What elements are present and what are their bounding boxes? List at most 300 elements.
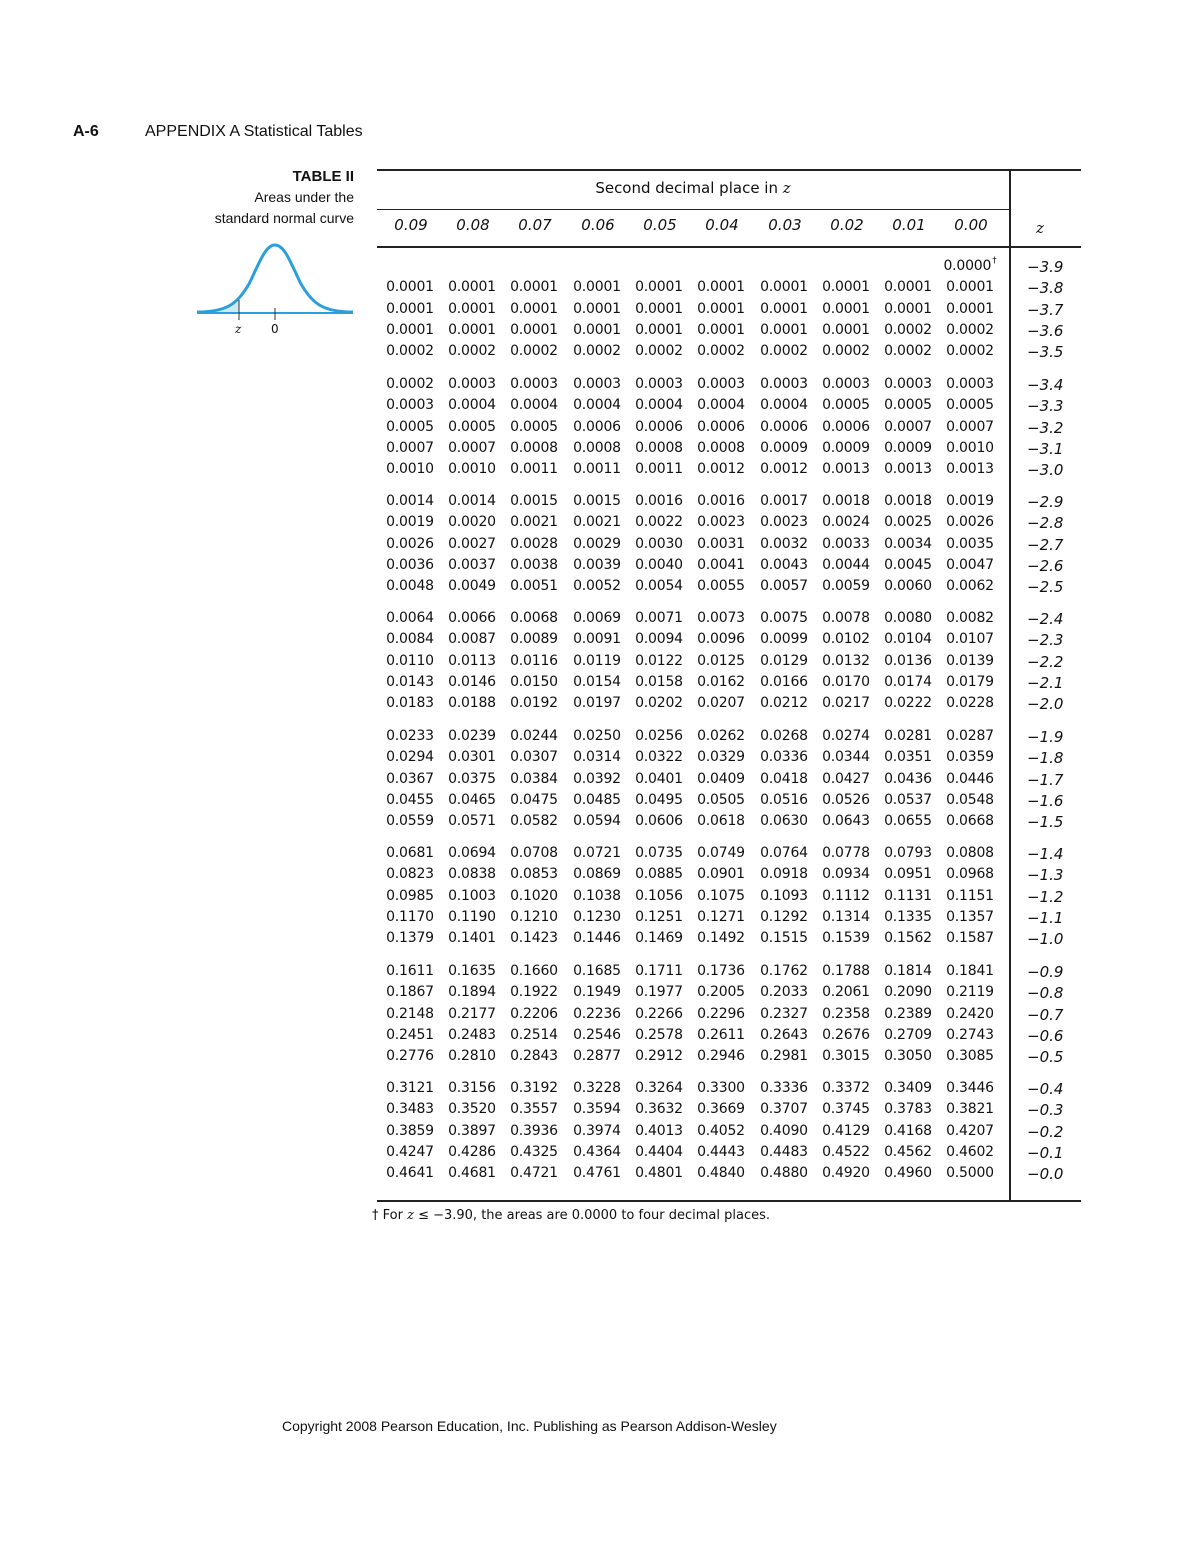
table-row [0,1123,1200,1144]
cell-value: 0.0158 [635,674,683,690]
cell-value: 0.1271 [697,909,745,925]
table-cell [939,461,1001,477]
cell-value: 0.0034 [884,536,932,552]
table-cell [753,578,815,594]
cell-value: 0.0721 [573,845,621,861]
cell-value: 0.1977 [635,984,683,1000]
table-row [0,728,1200,749]
table-cell [503,536,565,552]
cell-value: 0.0045 [884,557,932,573]
table-cell [628,397,690,413]
table-cell [441,866,503,882]
table-cell [503,279,565,295]
cell-value: 0.3483 [386,1101,434,1117]
table-cell [877,1048,939,1064]
cell-value: 0.1151 [946,888,994,904]
cell-value: 0.1170 [386,909,434,925]
table-cell [379,1144,441,1160]
cell-value: 0.0985 [386,888,434,904]
table-cell [503,1101,565,1117]
cell-value: 0.0009 [760,440,808,456]
table-cell [566,984,628,1000]
table-row [0,610,1200,631]
table-cell [939,984,1001,1000]
cell-value: 0.0436 [884,771,932,787]
cell-value: 0.0019 [386,514,434,530]
table-cell [877,813,939,829]
cell-value: 0.0217 [822,695,870,711]
cell-value: 0.0102 [822,631,870,647]
table-cell [566,1101,628,1117]
cell-value: 0.0004 [573,397,621,413]
footnote-var: z [407,1208,414,1223]
table-row [0,1101,1200,1122]
z-column-header: z [1036,219,1044,237]
cell-value: 0.2709 [884,1027,932,1043]
cell-value: 0.0322 [635,749,683,765]
cell-value: 0.2177 [448,1006,496,1022]
table-cell [566,674,628,690]
table-cell [815,695,877,711]
cell-value: 0.0023 [697,514,745,530]
z-value: −2.7 [1027,536,1064,554]
cell-value: 0.0274 [822,728,870,744]
table-cell [753,813,815,829]
z-value: −0.9 [1027,963,1064,981]
cell-value: 0.2420 [946,1006,994,1022]
cell-value: 0.0001 [448,301,496,317]
table-cell [877,963,939,979]
cell-value: 0.2148 [386,1006,434,1022]
table-cell [753,610,815,626]
table-cell [379,930,441,946]
table-cell [628,631,690,647]
cell-value: 0.0054 [635,578,683,594]
table-cell [877,909,939,925]
table-cell [877,695,939,711]
cell-value: 0.0003 [760,376,808,392]
table-cell [690,728,752,744]
table-cell [441,557,503,573]
cell-value: 0.0023 [760,514,808,530]
table-cell [877,866,939,882]
table-cell [441,461,503,477]
table-cell [939,578,1001,594]
cell-value: 0.3557 [510,1101,558,1117]
cell-value: 0.0002 [448,343,496,359]
cell-value: 0.0004 [448,397,496,413]
cell-value: 0.0001 [635,322,683,338]
table-cell [690,301,752,317]
cell-value: 0.0012 [760,461,808,477]
cell-value: 0.0228 [946,695,994,711]
cell-value: 0.0001 [510,301,558,317]
table-cell [690,866,752,882]
cell-value: 0.0409 [697,771,745,787]
cell-value: 0.0002 [697,343,745,359]
table-cell [877,888,939,904]
cell-value: 0.0005 [510,419,558,435]
cell-value: 0.0021 [510,514,558,530]
table-cell [753,536,815,552]
table-cell [628,301,690,317]
table-cell [628,674,690,690]
z-value: −2.9 [1027,493,1064,511]
cell-value: 0.1841 [946,963,994,979]
cell-value: 0.0294 [386,749,434,765]
table-row [0,653,1200,674]
table-cell [939,440,1001,456]
table-cell [939,813,1001,829]
cell-value: 0.0001 [573,301,621,317]
table-cell [753,1165,815,1181]
table-cell [379,397,441,413]
table-cell [628,1006,690,1022]
table-cell [379,461,441,477]
cell-value: 0.2061 [822,984,870,1000]
table-cell [566,845,628,861]
cell-value: 0.2546 [573,1027,621,1043]
table-cell [566,728,628,744]
z-value: −0.7 [1027,1006,1064,1024]
cell-value: 0.0099 [760,631,808,647]
cell-value: 0.0314 [573,749,621,765]
table-cell [441,440,503,456]
z-value: −3.6 [1027,322,1064,340]
table-cell [503,514,565,530]
table-cell [877,1006,939,1022]
cell-value: 0.0001 [946,301,994,317]
footnote-dagger: † [372,1208,379,1223]
cell-value: 0.0222 [884,695,932,711]
cell-value: 0.0003 [822,376,870,392]
cell-value: 0.1251 [635,909,683,925]
cell-value: 0.0951 [884,866,932,882]
cell-value: 0.4090 [760,1123,808,1139]
cell-value: 0.2358 [822,1006,870,1022]
z-value: −3.8 [1027,279,1064,297]
table-cell [628,771,690,787]
table-cell [566,1123,628,1139]
cell-value: 0.0002 [822,343,870,359]
table-cell [628,322,690,338]
table-cell [566,631,628,647]
table-cell [877,930,939,946]
table-cell [628,557,690,573]
z-value: −3.7 [1027,301,1064,319]
table-row [0,984,1200,1005]
cell-value: 0.0007 [946,419,994,435]
table-cell [566,419,628,435]
cell-value: 0.0002 [573,343,621,359]
table-cell [503,1006,565,1022]
cell-value: 0.3228 [573,1080,621,1096]
table-cell [566,343,628,359]
table-cell [939,376,1001,392]
cell-value: 0.0029 [573,536,621,552]
column-header: 0.08 [456,216,490,234]
table-cell [379,631,441,647]
table-cell [939,771,1001,787]
table-cell [441,1048,503,1064]
cell-value: 0.0000 [943,258,992,274]
table-cell [690,813,752,829]
table-cell [753,1101,815,1117]
z-value: −1.6 [1027,792,1064,810]
z-value: −1.0 [1027,930,1064,948]
cell-value: 0.0008 [573,440,621,456]
cell-value: 0.2676 [822,1027,870,1043]
cell-value: 0.4721 [510,1165,558,1181]
table-cell [690,674,752,690]
table-row [0,1165,1200,1186]
table-cell [877,419,939,435]
cell-value: 0.0202 [635,695,683,711]
table-cell [628,578,690,594]
page-number: A-6 [73,123,99,140]
cell-value: 0.0001 [635,301,683,317]
page-header [73,123,363,141]
cell-value: 0.0015 [573,493,621,509]
cell-value: 0.0002 [510,343,558,359]
cell-value: 0.2483 [448,1027,496,1043]
table-cell [503,1080,565,1096]
table-row [0,963,1200,984]
table-cell [379,322,441,338]
cell-value: 0.4562 [884,1144,932,1160]
cell-value: 0.4920 [822,1165,870,1181]
table-row [0,322,1200,343]
cell-value: 0.3336 [760,1080,808,1096]
cell-value: 0.0014 [448,493,496,509]
table-cell [753,493,815,509]
table-cell [939,674,1001,690]
cell-value: 0.4207 [946,1123,994,1139]
second-decimal-header [377,179,1009,197]
cell-value: 0.3859 [386,1123,434,1139]
cell-value: 0.0004 [760,397,808,413]
cell-value: 0.0011 [635,461,683,477]
cell-value: 0.4443 [697,1144,745,1160]
cell-value: 0.3015 [822,1048,870,1064]
cell-value: 0.0069 [573,610,621,626]
cell-value: 0.3085 [946,1048,994,1064]
cell-value: 0.0446 [946,771,994,787]
table-cell [753,1006,815,1022]
cell-value: 0.0005 [448,419,496,435]
z-value: −3.9 [1027,258,1064,276]
table-cell [441,419,503,435]
table-cell [441,514,503,530]
table-cell [815,909,877,925]
cell-value: 0.0043 [760,557,808,573]
table-cell [815,279,877,295]
table-subtitle-line2: standard normal curve [214,210,354,226]
table-cell [939,1006,1001,1022]
cell-value: 0.0011 [510,461,558,477]
cell-value: 0.3121 [386,1080,434,1096]
table-cell [441,695,503,711]
cell-value: 0.3446 [946,1080,994,1096]
cell-value: 0.2296 [697,1006,745,1022]
table-cell [441,397,503,413]
table-cell [379,888,441,904]
table-cell [939,845,1001,861]
cell-value: 0.0062 [946,578,994,594]
column-header: 0.06 [581,216,615,234]
table-cell [379,1006,441,1022]
table-row [0,578,1200,599]
table-cell [939,1123,1001,1139]
cell-value: 0.0089 [510,631,558,647]
cell-value: 0.4840 [697,1165,745,1181]
cell-value: 0.0401 [635,771,683,787]
cell-value: 0.0003 [573,376,621,392]
table-cell [877,376,939,392]
table-cell [815,984,877,1000]
cell-value: 0.2743 [946,1027,994,1043]
table-cell [753,728,815,744]
cell-value: 0.1736 [697,963,745,979]
cell-value: 0.0016 [697,493,745,509]
table-cell [503,1144,565,1160]
table-row [0,845,1200,866]
table-row [0,771,1200,792]
cell-value: 0.0002 [386,343,434,359]
footnote [372,1208,770,1223]
table-cell [503,866,565,882]
cell-value: 0.0002 [635,343,683,359]
cell-value: 0.0359 [946,749,994,765]
cell-value: 0.1788 [822,963,870,979]
table-cell [815,322,877,338]
cell-value: 0.0001 [946,279,994,295]
table-cell [753,419,815,435]
cell-value: 0.4960 [884,1165,932,1181]
cell-value: 0.0262 [697,728,745,744]
cell-value: 0.0001 [697,301,745,317]
cell-value: 0.0934 [822,866,870,882]
table-cell [939,301,1001,317]
cell-value: 0.0001 [386,301,434,317]
table-cell [503,674,565,690]
table-cell [690,1048,752,1064]
cell-value: 0.0003 [386,397,434,413]
table-cell [628,909,690,925]
cell-value: 0.0027 [448,536,496,552]
table-cell [628,1080,690,1096]
cell-value: 0.0003 [884,376,932,392]
cell-value: 0.0465 [448,792,496,808]
z-value: −1.7 [1027,771,1064,789]
cell-value: 0.2206 [510,1006,558,1022]
cell-value: 0.0918 [760,866,808,882]
cell-value: 0.0028 [510,536,558,552]
table-cell [877,984,939,1000]
z-value: −0.3 [1027,1101,1064,1119]
table-cell [690,963,752,979]
cell-value: 0.0004 [635,397,683,413]
table-cell [939,749,1001,765]
table-cell [503,653,565,669]
table-cell [753,461,815,477]
cell-value: 0.1314 [822,909,870,925]
cell-value: 0.0039 [573,557,621,573]
cell-value: 0.0014 [386,493,434,509]
table-cell [441,610,503,626]
table-cell [939,695,1001,711]
cell-value: 0.0244 [510,728,558,744]
table-cell [939,514,1001,530]
table-row [0,536,1200,557]
table-cell [503,440,565,456]
table-cell [753,792,815,808]
table-cell [441,343,503,359]
cell-value: 0.0643 [822,813,870,829]
cell-value: 0.0008 [635,440,683,456]
table-cell [566,771,628,787]
table-cell [566,749,628,765]
table-cell [939,343,1001,359]
table-cell [815,771,877,787]
cell-value: 0.4602 [946,1144,994,1160]
cell-value: 0.0013 [884,461,932,477]
cell-value: 0.0618 [697,813,745,829]
cell-value: 0.1020 [510,888,558,904]
table-cell [441,1006,503,1022]
table-cell [815,963,877,979]
cell-value: 0.0026 [946,514,994,530]
cell-value: 0.4129 [822,1123,870,1139]
table-cell [753,557,815,573]
table-cell [379,963,441,979]
table-cell [815,749,877,765]
cell-value: 0.0010 [946,440,994,456]
table-cell [628,1144,690,1160]
table-cell [877,397,939,413]
cell-value: 0.0655 [884,813,932,829]
cell-value: 0.0001 [884,279,932,295]
cell-value: 0.0329 [697,749,745,765]
table-cell [566,909,628,925]
z-value: −1.1 [1027,909,1064,927]
cell-value: 0.0146 [448,674,496,690]
table-cell [690,695,752,711]
cell-value: 0.0606 [635,813,683,829]
cell-value: 0.0013 [822,461,870,477]
z-value: −2.6 [1027,557,1064,575]
cell-value: 0.0150 [510,674,558,690]
table-cell [628,984,690,1000]
cell-value: 0.3669 [697,1101,745,1117]
cell-value: 0.0250 [573,728,621,744]
cell-value: 0.1423 [510,930,558,946]
z-value: −1.5 [1027,813,1064,831]
table-cell [753,845,815,861]
table-cell [753,930,815,946]
z-value: −3.3 [1027,397,1064,415]
cell-value: 0.0239 [448,728,496,744]
table-cell [379,909,441,925]
cell-value: 0.0808 [946,845,994,861]
table-cell [815,419,877,435]
cell-value: 0.1660 [510,963,558,979]
cell-value: 0.2843 [510,1048,558,1064]
cell-value: 0.0057 [760,578,808,594]
table-cell [815,930,877,946]
table-cell [379,749,441,765]
z-value: −0.1 [1027,1144,1064,1162]
